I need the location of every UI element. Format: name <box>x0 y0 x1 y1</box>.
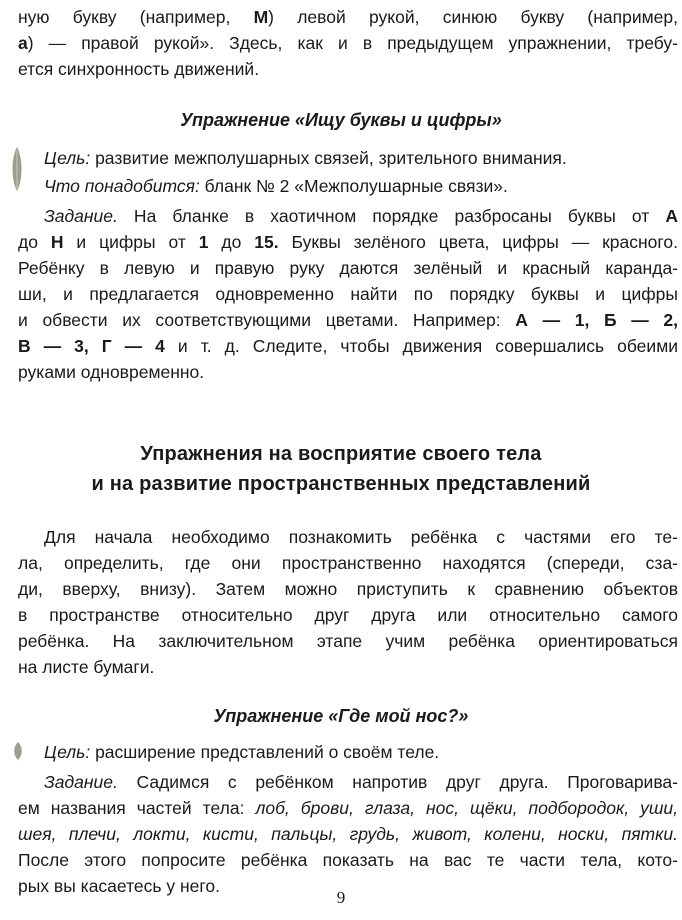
letter-a: а <box>18 33 28 53</box>
page-number: 9 <box>336 888 346 907</box>
task-text: и т. д. Следите, чтобы движения совершались обеими <box>164 336 678 356</box>
exercise-2-task-line-2 <box>18 795 678 821</box>
leaf-icon <box>12 741 24 761</box>
task-text: Буквы зелёного цвета, цифры — красного. <box>278 232 678 252</box>
task-label: Задание. <box>44 206 118 226</box>
goal-label: Цель: <box>44 742 91 762</box>
exercise-2-goal <box>44 739 678 765</box>
exercise-1-task-line-1 <box>44 203 678 229</box>
letter-n-bold: Н <box>50 232 64 252</box>
exercise-1-title: Упражнение «Ищу буквы и цифры» <box>180 110 502 130</box>
number-15-bold: 15. <box>254 232 279 252</box>
exercise-1-task-line-5 <box>18 307 678 333</box>
exercise-2-task-line-1 <box>44 769 678 795</box>
section-paragraph-line-3: ди, вверху, внизу). Затем можно приступить к сравнению объектов <box>18 579 678 599</box>
exercise-1-task-line-4: ши, и предлагается одновременно найти по порядку буквы и цифры <box>18 284 678 304</box>
leaf-icon <box>10 146 24 192</box>
intro-text: ) левой рукой, синюю букву (например, <box>268 7 678 27</box>
task-text: до <box>18 232 51 252</box>
exercise-1-task-line-6 <box>18 333 678 359</box>
exercise-1-task-line-2 <box>18 229 678 255</box>
goal-label: Цель: <box>44 148 91 168</box>
section-paragraph-line-6: на листе бумаги. <box>18 657 155 677</box>
goal-text: развитие межполушарных связей, зрительного внимания. <box>90 148 567 168</box>
intro-line-3: ется синхронность движений. <box>18 59 260 79</box>
example-pairs-bold: В — 3, Г — 4 <box>18 336 165 356</box>
task-text: На бланке в хаотичном порядке разбросаны буквы от <box>117 206 666 226</box>
section-paragraph-line-5: ребёнка. На заключительном этапе учим ребёнка ориентироваться <box>18 631 678 651</box>
example-pairs-bold: А — 1, Б — 2, <box>515 310 678 330</box>
task-text: ем названия частей тела: <box>18 798 256 818</box>
number-1-bold: 1 <box>198 232 209 252</box>
exercise-2-title: Упражнение «Где мой нос?» <box>213 706 469 726</box>
letter-a-bold: А <box>665 206 678 226</box>
intro-line-2 <box>18 30 678 56</box>
intro-text: ) — правой рукой». Здесь, как и в предыдущем упражнении, требу- <box>27 33 678 53</box>
section-title-line-2: и на развитие пространственных представлений <box>91 473 591 495</box>
intro-line-1 <box>18 4 678 30</box>
task-text: и обвести их соответствующими цветами. Например: <box>18 310 516 330</box>
materials-text: бланк № 2 «Межполушарные связи». <box>199 176 508 196</box>
exercise-1-materials <box>44 173 678 199</box>
goal-text: расширение представлений о своём теле. <box>90 742 440 762</box>
section-paragraph-line-1: Для начала необходимо познакомить ребёнка с частями его те- <box>44 527 678 547</box>
exercise-2-task-line-4: После этого попросите ребёнка показать на вас те части тела, кото- <box>18 850 678 870</box>
task-text: Садимся с ребёнком напротив друг друга. Проговарива- <box>117 772 678 792</box>
exercise-1-goal <box>44 145 678 171</box>
exercise-2-task-line-5: рых вы касаетесь у него. <box>18 876 220 896</box>
exercise-1-task-line-7: руками одновременно. <box>18 362 205 382</box>
body-parts-list: лоб, брови, глаза, нос, щёки, подбородок, уши, <box>255 798 678 818</box>
exercise-1-task-line-3: Ребёнку в левую и правую руку даются зелёный и красный каранда- <box>18 258 678 278</box>
intro-text: ную букву (например, <box>18 7 254 27</box>
section-paragraph-line-4: в пространстве относительно друг друга или относительно самого <box>18 605 678 625</box>
section-title-line-1: Упражнения на восприятие своего тела <box>140 443 542 465</box>
task-text: до <box>208 232 255 252</box>
letter-m: М <box>253 7 269 27</box>
exercise-2-task-line-3: шея, плечи, локти, кисти, пальцы, грудь, живот, колени, носки, пятки. <box>18 824 678 844</box>
task-text: и цифры от <box>63 232 199 252</box>
materials-label: Что понадобится: <box>44 176 200 196</box>
task-label: Задание. <box>44 772 118 792</box>
section-paragraph-line-2: ла, определить, где они пространственно находятся (спереди, сза- <box>18 553 678 573</box>
